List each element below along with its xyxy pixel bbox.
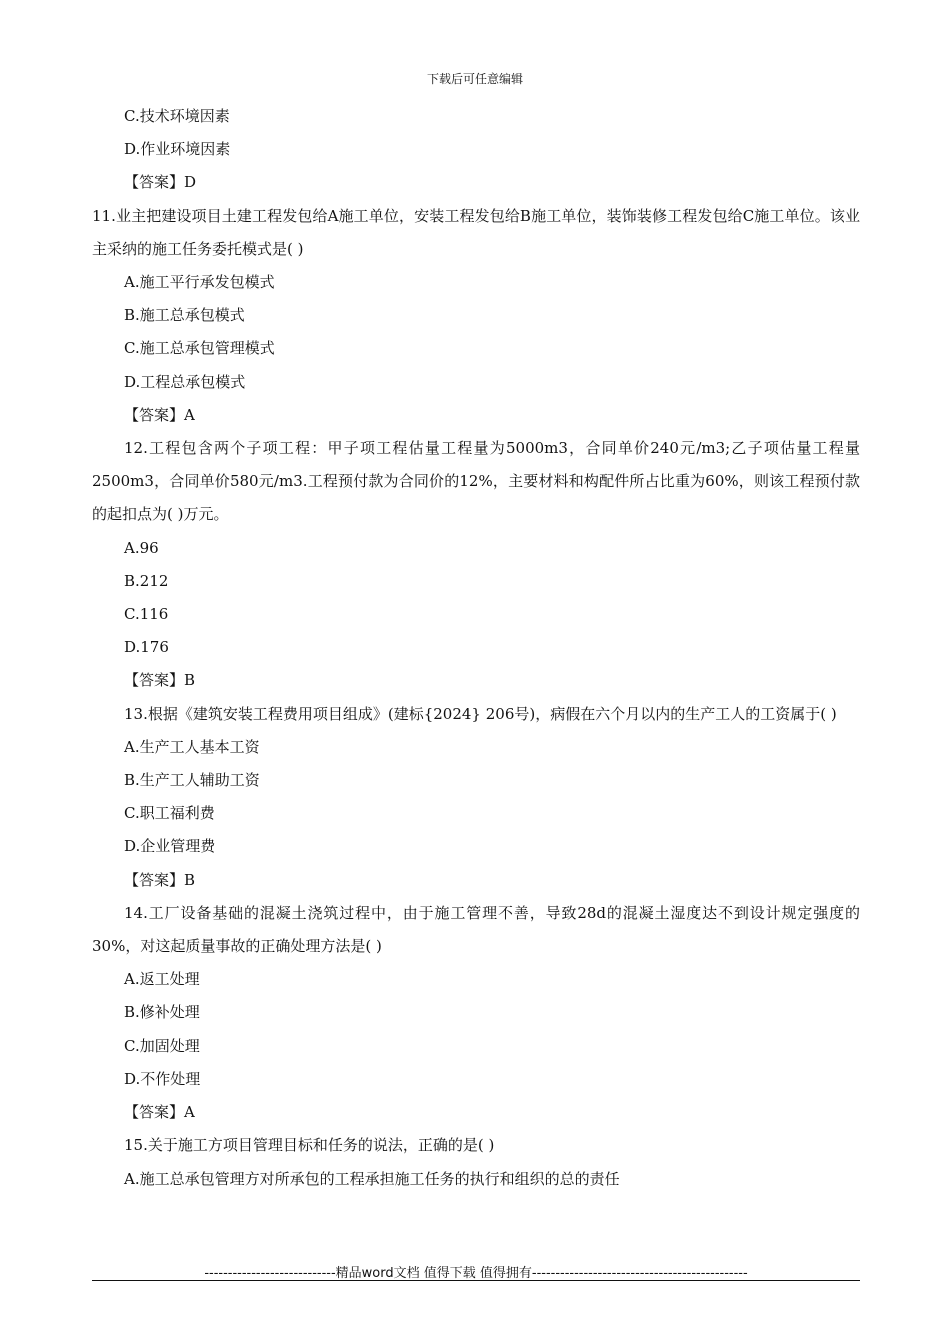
answer-line: 【答案】D	[124, 173, 197, 192]
option-line: B.施工总承包模式	[124, 306, 245, 325]
answer-line: 【答案】B	[124, 870, 196, 889]
question-12: 12.工程包含两个子项工程：甲子项工程估量工程量为5000m3，合同单价240元/m3;乙子项估量工程量2500m3，合同单价580元/m3.工程预付款为合同价的12%，主要材料和构配件所占比重为60%，则该工程预付款的起扣点为( )万元。	[92, 439, 860, 524]
option-line: D.作业环境因素	[124, 140, 231, 159]
answer-line: 【答案】A	[124, 1103, 195, 1122]
option-line: A.施工总承包管理方对所承包的工程承担施工任务的执行和组织的总的责任	[124, 1169, 620, 1188]
option-line: C.职工福利费	[124, 804, 215, 823]
option-line: D.不作处理	[124, 1069, 201, 1088]
option-line: C.116	[124, 605, 169, 624]
footer-divider	[92, 1280, 860, 1281]
answer-line: 【答案】A	[124, 405, 195, 424]
option-line: A.生产工人基本工资	[124, 737, 260, 756]
question-11: 11.业主把建设项目土建工程发包给A施工单位，安装工程发包给B施工单位，装饰装修工程发包给C施工单位。该业主采纳的施工任务委托模式是( )	[92, 206, 860, 258]
question-15: 15.关于施工方项目管理目标和任务的说法，正确的是( )	[124, 1136, 495, 1155]
option-line: B.修补处理	[124, 1003, 200, 1022]
answer-line: 【答案】B	[124, 671, 196, 690]
question-14: 14.工厂设备基础的混凝土浇筑过程中，由于施工管理不善，导致28d的混凝土湿度达不到设计规定强度的30%，对这起质量事故的正确处理方法是( )	[92, 903, 860, 956]
option-line: B.212	[124, 571, 169, 590]
option-line: A.返工处理	[124, 970, 200, 989]
page-footer: ----------------------------精品word文档 值得下载 值得拥有----------------------------------------------	[204, 1266, 748, 1281]
document-body	[92, 100, 860, 1196]
option-line: D.工程总承包模式	[124, 372, 246, 391]
option-line: B.生产工人辅助工资	[124, 771, 260, 790]
option-line: D.企业管理费	[124, 837, 216, 856]
page-header: 下载后可任意编辑	[426, 72, 523, 86]
option-line: C.加固处理	[124, 1036, 200, 1055]
question-13: 13.根据《建筑安装工程费用项目组成》(建标{2024} 206号)，病假在六个月以内的生产工人的工资属于( )	[124, 704, 837, 723]
option-line: A.施工平行承发包模式	[124, 273, 275, 292]
option-line: D.176	[124, 638, 169, 657]
option-line: C.技术环境因素	[124, 107, 230, 125]
option-line: C.施工总承包管理模式	[124, 339, 275, 358]
option-line: A.96	[124, 538, 159, 557]
